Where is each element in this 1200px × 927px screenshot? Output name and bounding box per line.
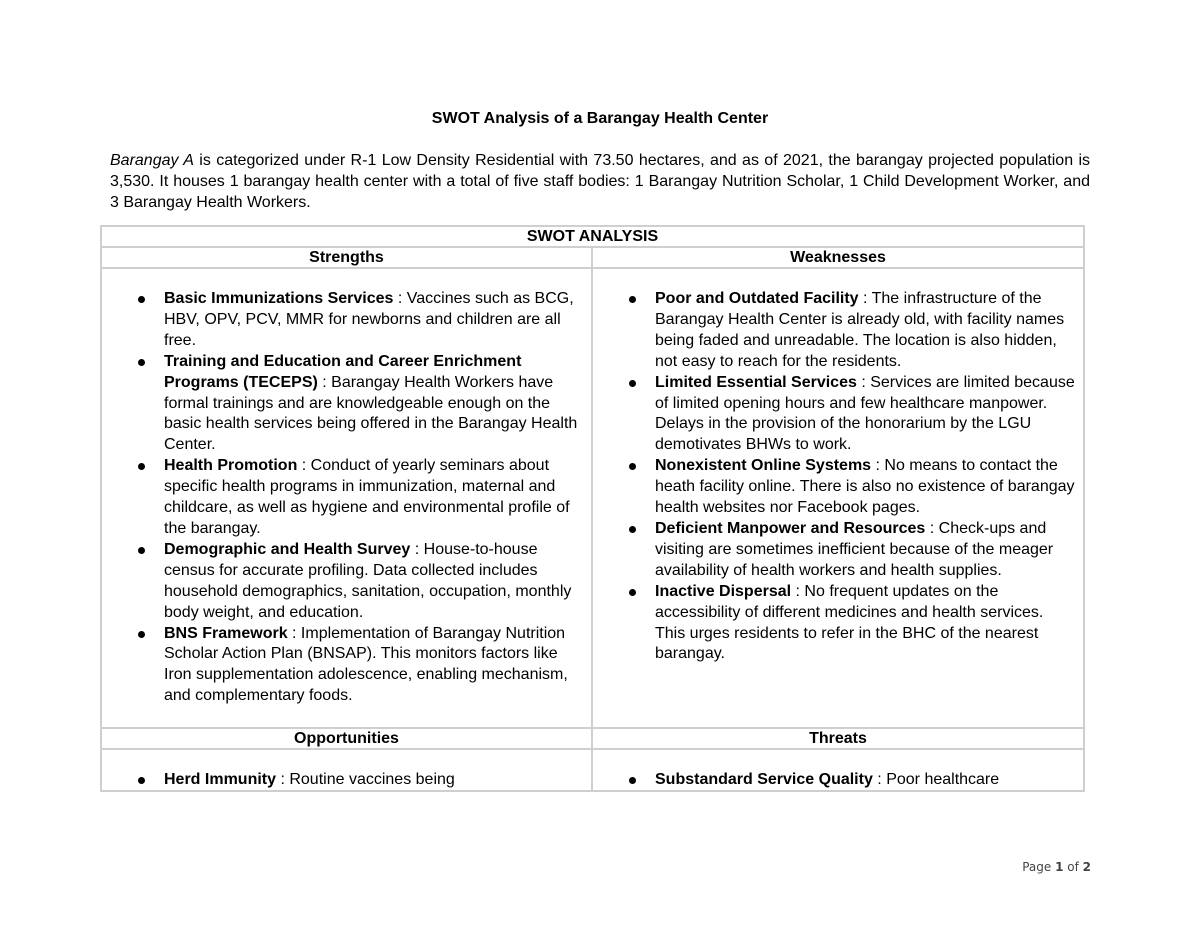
- item-description: : House-to-house census for accurate profiling. Data collected includes household demographics, sanitation, occupation, monthly body weight, and education.: [164, 540, 572, 621]
- intro-emphasis: Barangay A: [110, 152, 194, 169]
- item-description: : Routine vaccines being: [276, 771, 455, 789]
- strengths-list: [102, 289, 591, 707]
- intro-paragraph: [110, 150, 1090, 213]
- document-title: SWOT Analysis of a Barangay Health Center: [431, 110, 769, 127]
- item-description: : No frequent updates on the accessibility of different medicines and health services. This urges residents to refer in the BHC of the nearest barangay.: [655, 582, 1044, 663]
- item-term: Herd Immunity: [164, 771, 277, 789]
- intro-text: is categorized under R-1 Low Density Residential with 73.50 hectares, and as of 2021, the barangay projected population is 3,530. It houses 1 barangay health center with a total of five staff bodies: 1 Barangay Nutrition Scholar, 1 Child Development Worker, and 3 Barangay Health Workers.: [110, 152, 1091, 211]
- bullet-icon: [629, 589, 636, 596]
- bullet-icon: [138, 547, 145, 554]
- list-item: [102, 540, 591, 624]
- list-item: [593, 582, 1083, 666]
- swot-table-heading: SWOT ANALYSIS: [101, 226, 1084, 247]
- item-description: : Barangay Health Workers have formal trainings and are knowledgeable enough on the basic health services being offered in the Barangay Health Center.: [164, 373, 578, 454]
- strengths-heading: Strengths: [101, 247, 592, 268]
- bullet-icon: [629, 296, 636, 303]
- page-of: of: [1063, 860, 1083, 874]
- item-description: : Conduct of yearly seminars about specific health programs in immunization, maternal and childcare, as well as hygiene and environmental profile of the barangay.: [164, 457, 570, 537]
- page-current: 1: [1055, 860, 1064, 874]
- bullet-icon: [629, 526, 636, 533]
- bullet-icon: [629, 777, 636, 784]
- weaknesses-heading: Weaknesses: [592, 247, 1084, 268]
- item-term: BNS Framework: [164, 624, 288, 642]
- item-term: Substandard Service Quality: [655, 771, 873, 789]
- opportunities-cell: [101, 749, 592, 791]
- list-item: [102, 289, 591, 352]
- bullet-icon: [138, 463, 145, 470]
- threats-heading: Threats: [592, 728, 1084, 749]
- list-item: [593, 456, 1083, 519]
- item-term: Inactive Dispersal: [655, 582, 792, 600]
- item-term: Deficient Manpower and Resources: [655, 519, 926, 537]
- strengths-cell: [101, 268, 592, 728]
- item-term: Basic Immunizations Services: [164, 290, 394, 307]
- item-description: : Check-ups and visiting are sometimes inefficient because of the meager availability of health workers and health supplies.: [655, 519, 1054, 579]
- item-term: Health Promotion: [164, 457, 298, 475]
- bullet-icon: [138, 359, 145, 366]
- item-description: : Services are limited because of limited opening hours and few healthcare manpower. Delays in the provision of the honorarium by the LGU demotivates BHWs to work.: [655, 373, 1075, 454]
- threats-cell: [592, 749, 1084, 791]
- item-description: : Poor healthcare: [872, 771, 1000, 789]
- page-word: Page: [1022, 860, 1056, 874]
- list-item: [102, 352, 591, 457]
- list-item: [593, 289, 1083, 373]
- bullet-icon: [629, 380, 636, 387]
- item-term: Poor and Outdated Facility: [655, 290, 859, 307]
- weaknesses-list: [593, 289, 1083, 665]
- item-term: Nonexistent Online Systems: [655, 457, 872, 475]
- item-term: Demographic and Health Survey: [164, 540, 411, 558]
- item-description: : The infrastructure of the Barangay Health Center is already old, with facility names being faded and unreadable. The location is also hidden, not easy to reach for the residents.: [655, 290, 1065, 370]
- swot-table: [100, 225, 1085, 792]
- list-item: [102, 456, 591, 540]
- page-number: [1022, 860, 1091, 874]
- list-item: [593, 770, 1083, 790]
- item-term: Training and Education and Career Enrichment Programs (TECEPS): [164, 352, 522, 391]
- weaknesses-cell: [592, 268, 1084, 728]
- bullet-icon: [138, 296, 145, 303]
- page-total: 2: [1082, 860, 1091, 874]
- threats-list: [593, 770, 1083, 790]
- bullet-icon: [138, 631, 145, 638]
- opportunities-heading: Opportunities: [101, 728, 592, 749]
- item-term: Limited Essential Services: [655, 373, 857, 391]
- item-description: : No means to contact the heath facility online. There is also no existence of barangay health websites nor Facebook pages.: [655, 457, 1075, 517]
- list-item: [102, 770, 591, 790]
- list-item: [593, 519, 1083, 582]
- item-description: : Implementation of Barangay Nutrition Scholar Action Plan (BNSAP). This monitors factors like Iron supplementation adolescence, enabling mechanism, and complementary foods.: [164, 624, 568, 705]
- bullet-icon: [629, 463, 636, 470]
- item-description: : Vaccines such as BCG, HBV, OPV, PCV, MMR for newborns and children are all free.: [164, 290, 574, 349]
- opportunities-list: [102, 770, 591, 790]
- bullet-icon: [138, 777, 145, 784]
- list-item: [593, 373, 1083, 457]
- list-item: [102, 624, 591, 708]
